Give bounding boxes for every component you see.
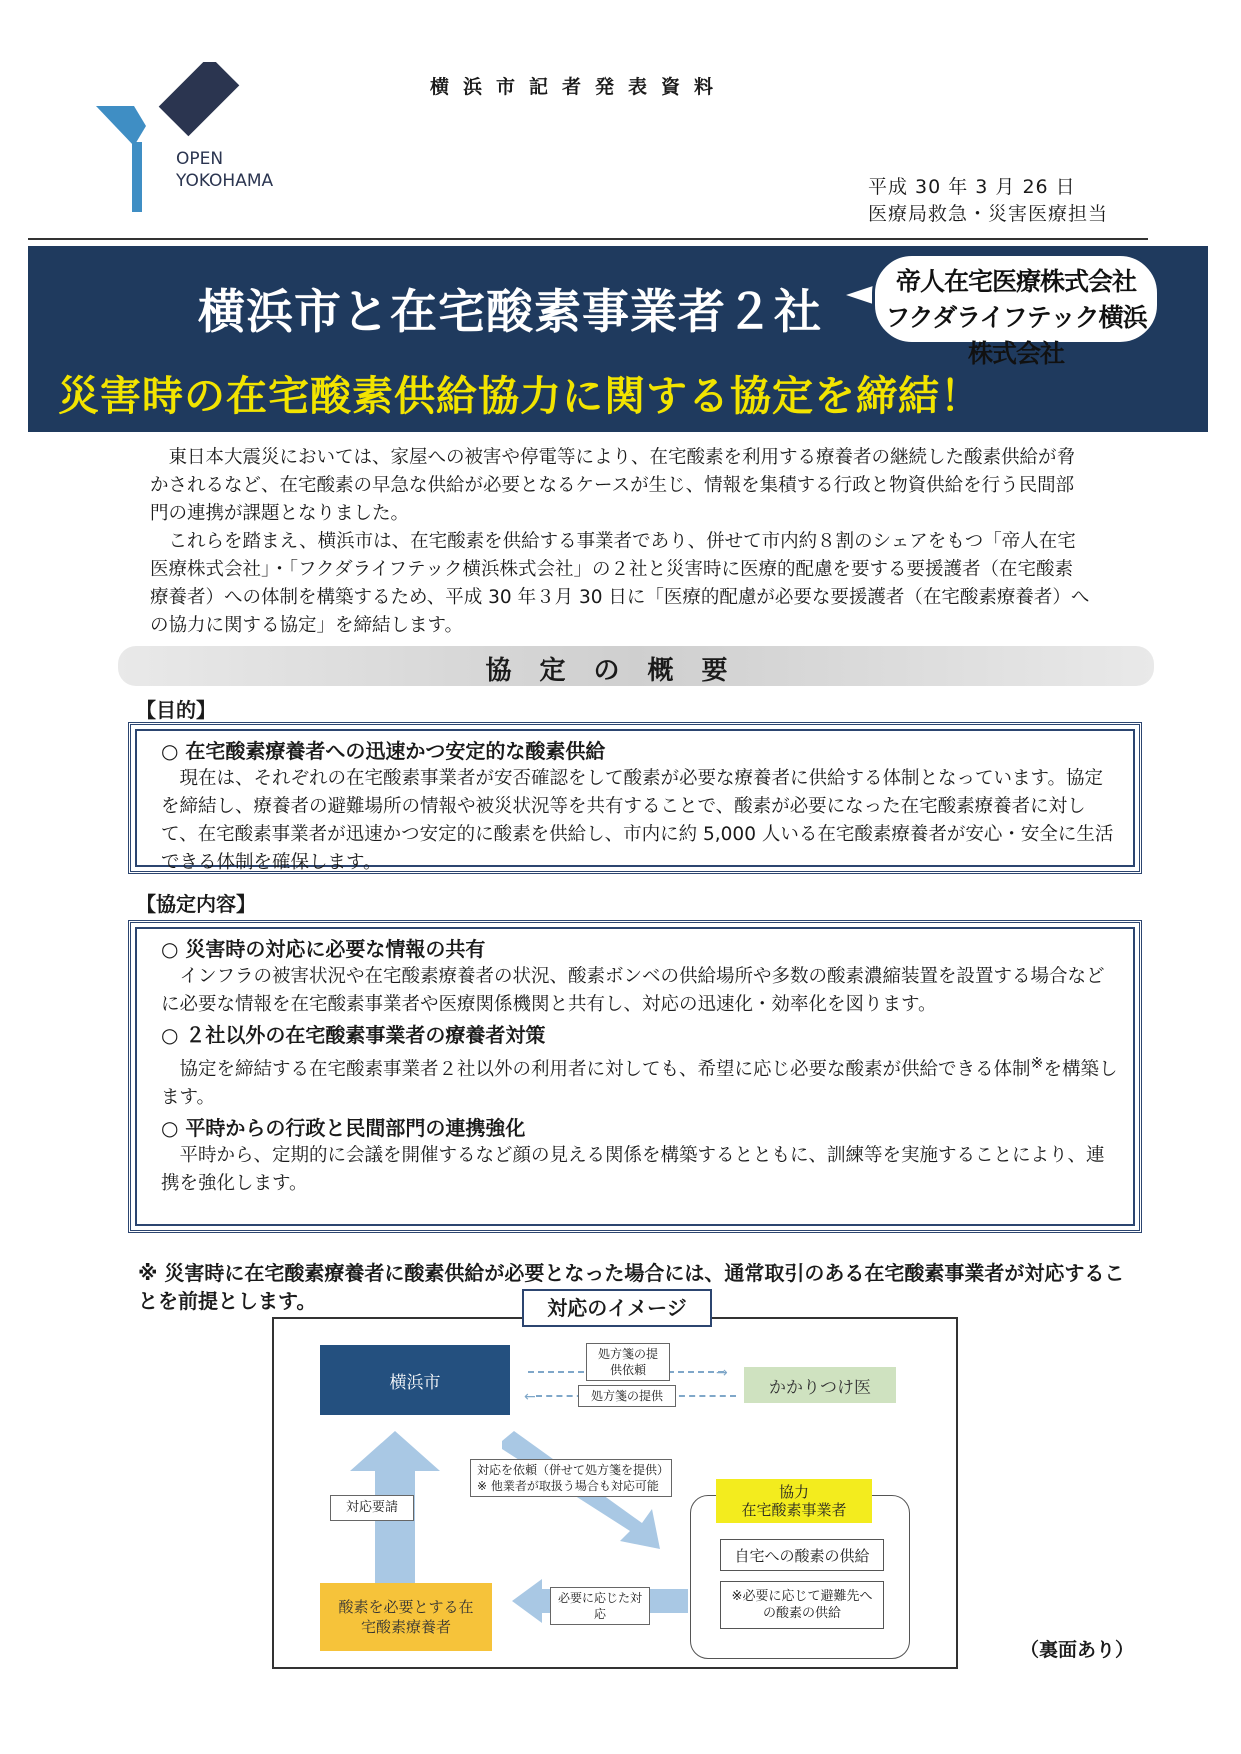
companies-bubble bbox=[872, 253, 1160, 368]
purpose-box bbox=[128, 722, 1142, 874]
arrow-left-icon: ← bbox=[524, 1389, 536, 1405]
request-response-label bbox=[470, 1459, 672, 1497]
content-item-3-heading: ○ 平時からの行政と民間部門の連携強化 bbox=[161, 1116, 526, 1141]
footnote-mark: ※ bbox=[1030, 1054, 1044, 1072]
needed-response-label: 必要に応じた対応 bbox=[550, 1587, 650, 1625]
content-item-1-body: インフラの被害状況や在宅酸素療養者の状況、酸素ボンベの供給場所や多数の酸素濃縮装置を設置する場合などに必要な情報を在宅酸素事業者や医療関係機関と共有し、対応の迅速化・効率化を図ります。 bbox=[161, 966, 1105, 1015]
response-request-label: 対応要請 bbox=[330, 1495, 414, 1521]
supplier-box bbox=[716, 1479, 872, 1523]
logo-text bbox=[176, 148, 273, 192]
header-divider bbox=[28, 238, 1148, 240]
footnote: ※ 災害時に在宅酸素療養者に酸素供給が必要となった場合には、通常取引のある在宅酸素事業者が対応することを前提とします。 bbox=[138, 1261, 1125, 1313]
content-item-1-heading: ○ 災害時の対応に必要な情報の共有 bbox=[161, 937, 486, 961]
doctor-box: かかりつけ医 bbox=[744, 1367, 896, 1403]
back-side-note: （裏面あり） bbox=[1020, 1639, 1135, 1661]
city-box: 横浜市 bbox=[320, 1345, 510, 1415]
patient-box: 酸素を必要とする在宅酸素療養者 bbox=[320, 1583, 492, 1651]
diagram-title: 対応のイメージ bbox=[522, 1289, 712, 1327]
content-box bbox=[128, 920, 1142, 1233]
logo-line-yokohama: YOKOHAMA bbox=[176, 171, 274, 191]
content-item-2-text-end: を構築します。 bbox=[161, 1059, 1118, 1109]
yokohama-logo-mark-icon bbox=[96, 62, 296, 222]
content-label: 【協定内容】 bbox=[136, 892, 256, 916]
company-fukuda: フクダライフテック横浜株式会社 bbox=[885, 303, 1147, 368]
home-supply-box: 自宅への酸素の供給 bbox=[720, 1539, 884, 1571]
department: 医療局救急・災害医療担当 bbox=[868, 203, 1109, 225]
yokohama-logo bbox=[96, 62, 296, 222]
purpose-box-inner bbox=[135, 729, 1135, 873]
evacuation-supply-box: ※必要に応じて避難先への酸素の供給 bbox=[720, 1581, 884, 1629]
content-box-inner bbox=[135, 927, 1135, 1226]
cooperation-label: 協力 bbox=[778, 1483, 809, 1501]
prescription-request-label: 処方箋の提供依頼 bbox=[586, 1343, 670, 1381]
date-block bbox=[868, 174, 1108, 228]
supplier-label: 在宅酸素事業者 bbox=[741, 1501, 847, 1519]
content-item-3-body: 平時から、定期的に会議を開催するなど顔の見える関係を構築するとともに、訓練等を実施することにより、連携を強化します。 bbox=[161, 1145, 1105, 1195]
logo-line-open: OPEN bbox=[176, 149, 224, 169]
content-item-2-text: 協定を締結する在宅酸素事業者２社以外の利用者に対しても、希望に応じ必要な酸素が供給できる体制 bbox=[179, 1059, 1031, 1081]
headline-subtitle: 災害時の在宅酸素供給協力に関する協定を締結！ bbox=[58, 372, 982, 420]
response-diagram bbox=[272, 1317, 958, 1669]
release-date: 平成 30 年 3 月 26 日 bbox=[868, 176, 1076, 198]
intro-paragraph-2: これらを踏まえ、横浜市は、在宅酸素を供給する事業者であり、併せて市内約８割のシェアをもつ「帝人在宅医療株式会社」・「フクダライフテック横浜株式会社」の２社と災害時に医療的配慮を要する要援護者（在宅酸素療養者）への体制を構築するため、平成 30 年３月 30 日に「医療的配慮が必要な要援護者（在宅酸素療養者）への協力に関する協定」を締結します。 bbox=[150, 531, 1090, 636]
request-note-text: ※ 他業者が取扱う場合も対応可能 bbox=[477, 1479, 659, 1493]
headline-title: 横浜市と在宅酸素事業者２社 bbox=[198, 285, 822, 340]
purpose-heading: ○ 在宅酸素療養者への迅速かつ安定的な酸素供給 bbox=[161, 739, 606, 763]
arrow-right-icon: → bbox=[716, 1365, 728, 1381]
prescription-provide-label: 処方箋の提供 bbox=[578, 1385, 676, 1407]
content-item-2-heading: ○ ２社以外の在宅酸素事業者の療養者対策 bbox=[161, 1023, 546, 1047]
request-response-text: 対応を依頼（併せて処方箋を提供） bbox=[477, 1463, 670, 1477]
press-release-label: 横浜市記者発表資料 bbox=[430, 76, 728, 98]
intro-paragraph-1: 東日本大震災においては、家屋への被害や停電等により、在宅酸素を利用する療養者の継続した酸素供給が脅かされるなど、在宅酸素の早急な供給が必要となるケースが生じ、情報を集積する行政と物資供給を行う民間部門の連携が課題となりました。 bbox=[150, 447, 1076, 524]
content-item-2-body bbox=[161, 1049, 1119, 1112]
company-teijin: 帝人在宅医療株式会社 bbox=[895, 267, 1136, 296]
intro-text bbox=[150, 444, 1090, 640]
purpose-body: 現在は、それぞれの在宅酸素事業者が安否確認をして酸素が必要な療養者に供給する体制となっています。協定を締結し、療養者の避難場所の情報や被災状況等を共有することで、酸素が必要になった在宅酸素療養者に対して、在宅酸素事業者が迅速かつ安定的に酸素を供給し、市内に約 5,000 人いる在宅酸素療養者が安心・安全に生活できる体制を確保します。 bbox=[161, 768, 1114, 873]
overview-heading: 協定の概要 bbox=[485, 656, 756, 686]
purpose-label: 【目的】 bbox=[136, 698, 216, 722]
